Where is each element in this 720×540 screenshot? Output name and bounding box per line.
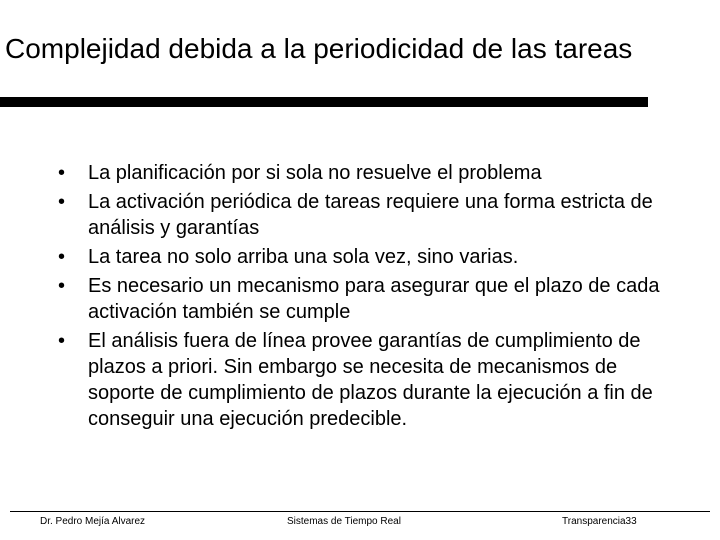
- footer-divider: [10, 511, 710, 512]
- bullet-icon: •: [58, 162, 66, 184]
- title-underline: [0, 97, 648, 107]
- bullet-icon: •: [58, 191, 66, 213]
- slide-title: Complejidad debida a la periodicidad de las tareas: [5, 33, 633, 64]
- bullet-item: [58, 160, 678, 186]
- footer-course: Sistemas de Tiempo Real: [287, 516, 401, 527]
- bullet-text: El análisis fuera de línea provee garantías de cumplimiento de plazos a priori. Sin embargo se necesita de mecanismos de soporte de cumplimiento de plazos durante la ejecución a fin de conseguir una ejecución predecible.: [88, 330, 653, 430]
- bullet-item: [58, 273, 678, 325]
- footer-slide-number: Transparencia33: [562, 516, 637, 527]
- footer-author: Dr. Pedro Mejía Alvarez: [40, 516, 146, 527]
- bullet-text: La activación periódica de tareas requiere una forma estricta de análisis y garantías: [88, 191, 653, 239]
- bullet-item: [58, 189, 678, 241]
- bullet-item: [58, 328, 678, 432]
- bullet-text: La tarea no solo arriba una sola vez, sino varias.: [88, 246, 519, 268]
- bullet-item: [58, 244, 678, 270]
- bullet-icon: •: [58, 330, 66, 352]
- bullet-text: La planificación por si sola no resuelve el problema: [88, 162, 542, 184]
- bullet-text: Es necesario un mecanismo para asegurar que el plazo de cada activación también se cumple: [88, 275, 660, 323]
- bullet-icon: •: [58, 246, 66, 268]
- bullet-list: [58, 160, 678, 435]
- bullet-icon: •: [58, 275, 66, 297]
